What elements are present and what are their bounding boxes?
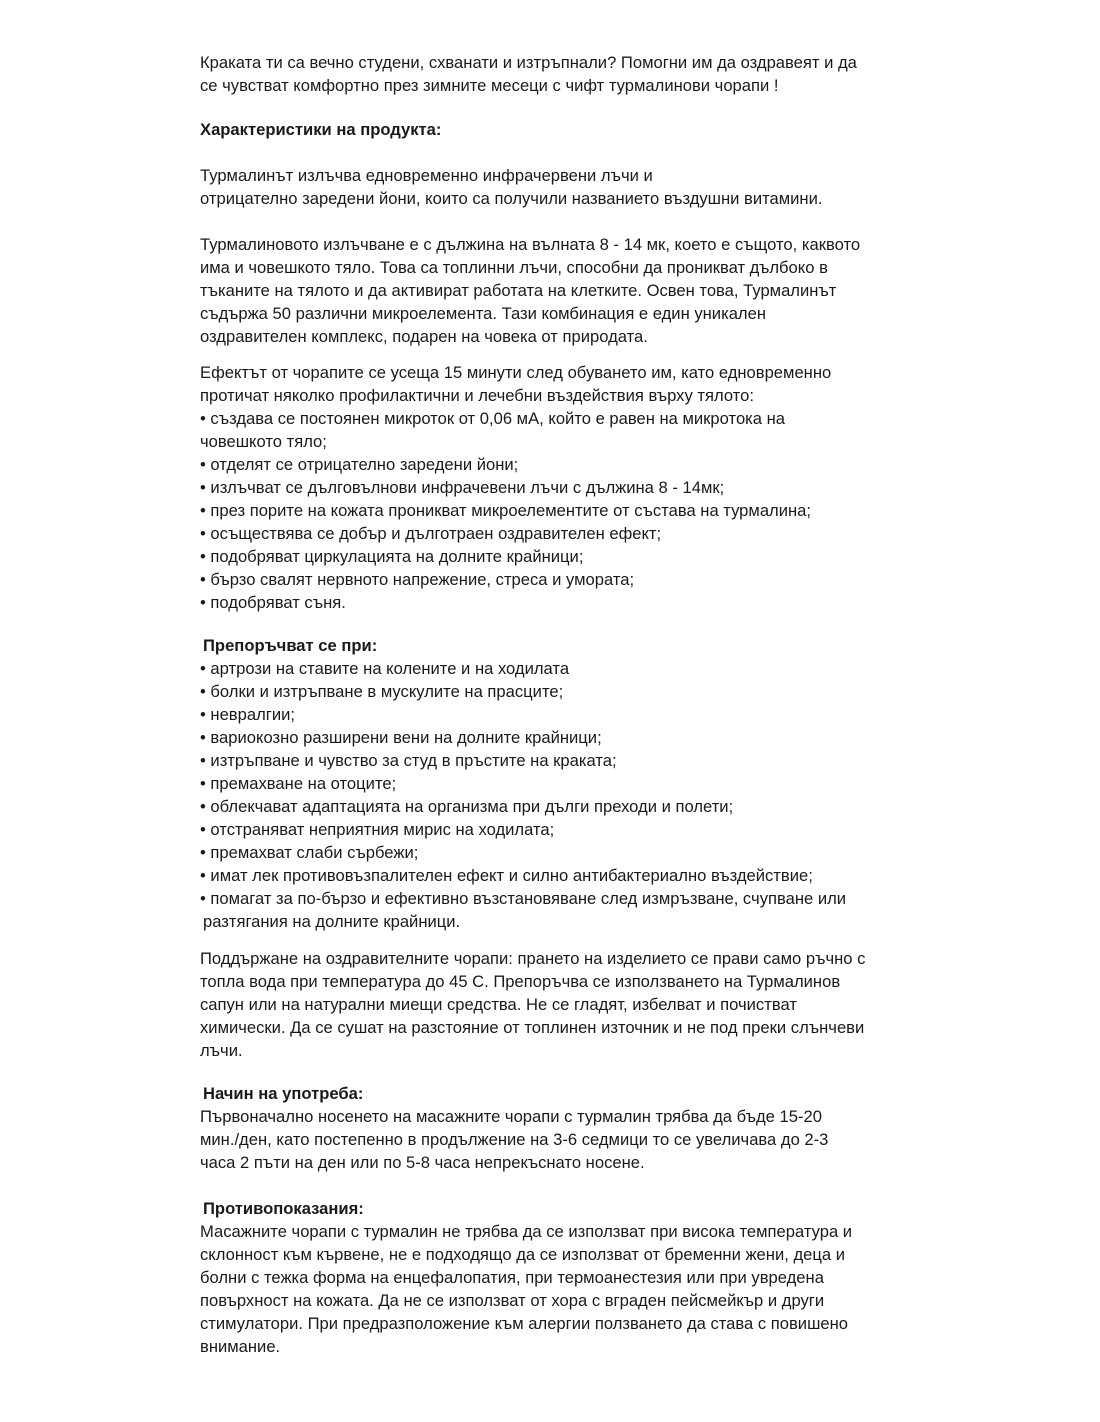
list-item: разтягания на долните крайници. [203,912,461,931]
text-line: Ефектът от чорапите се усеща 15 минути след обуването им, като едновременно [200,363,832,382]
text-line: сапун или на натурални миещи средства. Не се гладят, избелват и почистват [200,995,797,1014]
list-item: • бързо свалят нервното напрежение, стреса и умората; [200,570,635,589]
text-line: Поддържане на оздравителните чорапи: прането на изделието се прави само ръчно с [200,949,866,968]
text-line: топла вода при температура до 45 С. Препоръчва се използването на Турмалинов [200,972,841,991]
list-item: • облекчават адаптацията на организма при дълги преходи и полети; [200,797,734,816]
text-line: Първоначално носенето на масажните чорапи с турмалин трябва да бъде 15-20 [200,1107,822,1126]
usage-heading: Начин на употреба: [203,1084,364,1103]
text-line: болни с тежка форма на енцефалопатия, при термоанестезия или при увредена [200,1268,824,1287]
contraindications-heading: Противопоказания: [203,1199,364,1218]
text-line: Краката ти са вечно студени, схванати и изтръпнали? Помогни им да оздравеят и да [200,53,857,72]
list-item: • изтръпване и чувство за студ в пръстите на краката; [200,751,617,770]
list-item: човешкото тяло; [200,432,327,451]
list-item: • имат лек противовъзпалителен ефект и силно антибактериално въздействие; [200,866,813,885]
characteristics-paragraph-1 [200,164,900,210]
usage-paragraph [200,1105,900,1174]
text-line: повърхност на кожата. Да не се използват от хора с вграден пейсмейкър и други [200,1291,825,1310]
text-line: Масажните чорапи с турмалин не трябва да се използват при висока температура и [200,1222,853,1241]
text-line: Турмалинът излъчва едновременно инфрачервени лъчи и [200,166,653,185]
recommended-heading: Препоръчват се при: [203,636,378,655]
text-line: съдържа 50 различни микроелемента. Тази комбинация е един уникален [200,304,767,323]
list-item: • излъчват се дълговълнови инфрачевени лъчи с дължина 8 - 14мк; [200,478,725,497]
text-line: стимулатори. При предразположение към алергии ползването да става с повишено [200,1314,849,1333]
maintenance-paragraph [200,947,900,1062]
list-item: • през порите на кожата проникват микроелементите от състава на турмалина; [200,501,812,520]
text-line: лъчи. [200,1041,243,1060]
text-line: химически. Да се сушат на разстояние от топлинен източник и не под преки слънчеви [200,1018,865,1037]
text-line: мин./ден, като постепенно в продължение на 3-6 седмици то се увеличава до 2-3 [200,1130,829,1149]
list-item: • болки и изтръпване в мускулите на прасците; [200,682,564,701]
text-line: часа 2 пъти на ден или по 5-8 часа непрекъснато носене. [200,1153,645,1172]
list-item: • помагат за по-бързо и ефективно възстановяване след измръзване, счупване или [200,889,847,908]
document-page [200,51,900,1358]
list-item: • отделят се отрицателно заредени йони; [200,455,519,474]
effect-list [200,361,900,614]
text-line: внимание. [200,1337,281,1356]
characteristics-heading: Характеристики на продукта: [200,120,442,139]
list-item: • подобряват съня. [200,593,346,612]
text-line: протичат няколко профилактични и лечебни въздействия върху тялото: [200,386,754,405]
text-line: склонност към кървене, не е подходящо да се използват от бременни жени, деца и [200,1245,845,1264]
list-item: • вариокозно разширени вени на долните крайници; [200,728,602,747]
list-item: • отстраняват неприятния мирис на ходилата; [200,820,555,839]
text-line: се чувстват комфортно през зимните месеци с чифт турмалинови чорапи ! [200,76,779,95]
text-line: отрицателно заредени йони, които са получили названието въздушни витамини. [200,189,823,208]
text-line: тъканите на тялото и да активират работата на клетките. Освен това, Турмалинът [200,281,837,300]
list-item: • премахват слаби сърбежи; [200,843,419,862]
contraindications-paragraph [200,1220,900,1358]
text-line: има и човешкото тяло. Това са топлинни лъчи, способни да проникват дълбоко в [200,258,828,277]
list-item: • подобряват циркулацията на долните крайници; [200,547,584,566]
text-line: Турмалиновото излъчване е с дължина на вълната 8 - 14 мк, което е същото, каквото [200,235,861,254]
characteristics-paragraph-2 [200,233,900,348]
intro-paragraph [200,51,900,97]
list-item: • артрози на ставите на колените и на ходилата [200,659,570,678]
list-item: • осъществява се добър и дълготраен оздравителен ефект; [200,524,662,543]
list-item: • създава се постоянен микроток от 0,06 мА, който е равен на микротока на [200,409,786,428]
list-item: • премахване на отоците; [200,774,397,793]
text-line: оздравителен комплекс, подарен на човека от природата. [200,327,648,346]
list-item: • невралгии; [200,705,295,724]
recommended-list [200,657,900,933]
